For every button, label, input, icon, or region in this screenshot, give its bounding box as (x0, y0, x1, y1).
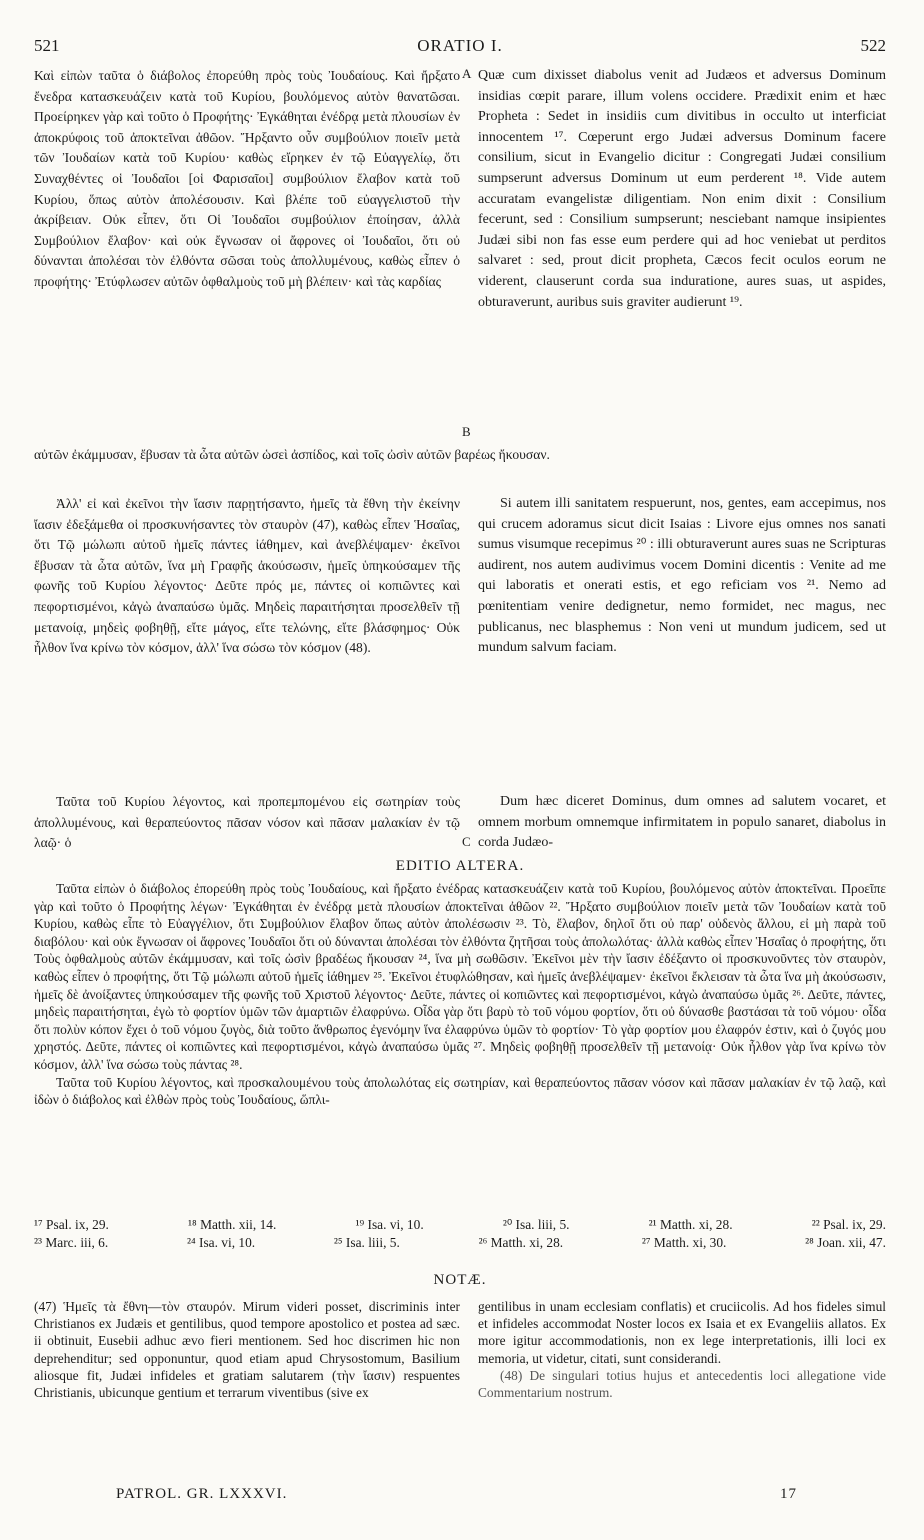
footnote: ²⁸ Joan. xii, 47. (805, 1235, 886, 1250)
latin-paragraph-3: Dum hæc diceret Dominus, dum omnes ad salutem vocaret, et omnem morbum omnemque infirmitatem in populo sanaret, diabolus in corda Judæo- (478, 794, 886, 851)
greek-paragraph-2: Ἀλλ' εἰ καὶ ἐκεῖνοι τὴν ἴασιν παρῃτήσαντο, ἡμεῖς τὰ ἔθνη τὴν ἐκείνην ἴασιν ἐδεξάμεθα οἱ προσκυνήσαντες τὸν σταυρὸν (47), καθὼς εἶπεν Ἡσαΐας, ὅτι Τῷ μώλωπι αὐτοῦ ἡμεῖς πάντες ἰάθημεν, καὶ ἀνεβλέψαμεν· ἐκεῖνοι ἔβυσαν τὰ ὦτα αὐτῶν, ἵνα μὴ Γραφῆς ἀκούσωσιν, ἡμεῖς ὑπηκούσαμεν τῆς φωνῆς τοῦ Κυρίου λέγοντος· Δεῦτε πρός με, πάντες οἱ κοπιῶντες καὶ πεφορτισμένοι, κἀγὼ ἀναπαύσω ὑμᾶς. Μηδεὶς παραιτήσηται προσελθεῖν τῇ μετανοίᾳ, μηδεὶς φοβηθῇ, εἴτε μάγος, εἴτε τελώνης, εἴτε βλάσφημος· Οὐκ ἦλθον ἵνα κρίνω τὸν κόσμον, ἀλλ' ἵνα σώσω τὸν κόσμον (48). (34, 496, 460, 656)
latin-column-bottom (478, 792, 886, 854)
greek-tail-line: αὐτῶν ἐκάμμυσαν, ἔβυσαν τὰ ὦτα αὐτῶν ὡσεὶ ἀσπίδος, καὶ τοῖς ὠσὶν αὐτῶν βαρέως ἤκουσαν. (34, 447, 550, 462)
margin-mark-a: A (462, 66, 472, 81)
edition-paragraph-2: Ταῦτα τοῦ Κυρίου λέγοντος, καὶ προσκαλουμένου τοὺς ἀπολωλότας εἰς σωτηρίαν, καὶ θεραπεύοντος πᾶσαν νόσον καὶ πᾶσαν μαλακίαν ἐν τῷ λαῷ, καὶ ἰδὼν ὁ διάβολος καὶ ἐλθὼν πρὸς τοὺς Ἰουδαίους, ὥπλι- (34, 1074, 886, 1108)
footnote: ²⁵ Isa. liii, 5. (333, 1235, 400, 1250)
notes-title: NOTÆ. (433, 1272, 487, 1288)
footnote: ²⁴ Isa. vi, 10. (186, 1235, 256, 1250)
footer-signature-number: 17 (780, 1486, 797, 1502)
footnote: ²¹ Matth. xi, 28. (648, 1217, 733, 1232)
footnote-row-2 (34, 1234, 886, 1252)
greek-column-bottom (34, 792, 460, 854)
margin-mark-c: C (462, 834, 471, 849)
footnote-row-1 (34, 1216, 886, 1234)
note-47: (47) Ἡμεῖς τὰ ἔθνη—τὸν σταυρόν. Mirum videri posset, discriminis inter Christianos ex Judæis et gentilibus, quod tempore apostolico et postea ad sæc. ii obtinuit, Eusebii adhuc ævo fieri mentionem. Sed hoc discrimen hic non deprehenditur; sed opponuntur, quod etiam apud Chrysostomum, Basilium aliosque fit, Judæi infideles et gratiam salutarem (τὴν ἴασιν) respuentes Christianis, ubicunque gentium et terrarum viventibus (sive ex (34, 1299, 460, 1401)
edition-paragraph-1: Ταῦτα εἰπὼν ὁ διάβολος ἐπορεύθη πρὸς τοὺς Ἰουδαίους, καὶ ἤρξατο ἐνέδρας κατασκευάζειν κατὰ τοῦ Κυρίου, βουλόμενος αὐτὸν ἀποκτεῖναι. Προεῖπε γὰρ καὶ τοῦτο ὁ Προφήτης λέγων· Ἐγκάθηται ἐν ἐνέδρᾳ μετὰ πλουσίων ἀποκτεῖναι ἀθῶον ²². Ἤρξατο συμβούλιον ποιεῖν μετὰ τῶν Ἰουδαίων κατὰ τοῦ Κυρίου, καθὼς εἶπε τὸ Εὐαγγέλιον, ὅτι Συμβούλιον ἔλαβον ὅπως αὐτὸν ἀπολέσωσιν ²³. Τὸ, ἔλαβον, δηλοῖ ὅτι οὐ παρ' οὐδενὸς ἄλλου, εἰ μὴ παρὰ τοῦ διαβόλου· καὶ οὐκ ἔγνωσαν οἱ ἄφρονες Ἰουδαῖοι ὅτι οὐ δύνανται ἀπολέσαι τὸν ἐλθόντα ζητῆσαι τοὺς ἀπολωλότας· ἀλλὰ καθὼς εἶπεν Ἡσαΐας ὁ προφήτης, ὅτι Τοὺς ὀφθαλμοὺς αὐτῶν ἐκάμμυσαν, καὶ τοῖς ὠσὶν βραδέως ἤκουσαν ²⁴, ἵνα μὴ σωθῶσιν. Ἐκεῖνοι μὲν τὴν ἴασιν ἐδέξαντο οἱ προσκυνοῦντες τὸν σταυρὸν, καθὼς εἶπεν ὁ προφήτης, ὅτι Τῷ μώλωπι αὐτοῦ ἡμεῖς ἰάθημεν ²⁵. Ἐκεῖνοι ἐτυφλώθησαν, καὶ ἡμεῖς ἀνεβλέψαμεν· ἐκεῖνοι ἔκλεισαν τὰ ὦτα ἵνα μὴ ἀκούσωσιν, ἡμεῖς δὲ ἀνοίξαντες ὑπηκούσαμεν τῆς φωνῆς τοῦ Χριστοῦ λέγοντος· Δεῦτε, πάντες οἱ κοπιῶντες καὶ πεφορτισμένοι, κἀγὼ ἀναπαύσω ὑμᾶς ²⁶. Δεῦτε, πάντες, μηδεὶς παραιτήσηται, ἐγὼ τὸ φορτίον ὑμῶν τῶν ἁμαρτιῶν ἐλαφρύνω. Οἶδα γὰρ ὅτι βαρὺ τὸ τοῦ νόμου φορτίον, ὅτι οὐ δύνασθε βαστάσαι τὰ τοῦ νόμου· οἶδα ὅτι πολὺν κόπον ἔχει ὁ τοῦ νόμου ζυγὸς, διὰ τοῦτο ἄνθρωπος ἐγενόμην ἵνα ἐλαφρύνω ὑμῶν τὸ φορτίον· Τὸ γὰρ φορτίον μου ἐλαφρόν ἐστιν, καὶ ὁ ζυγός μου χρηστός. Δεῦτε, πάντες οἱ κοπιῶντες καὶ πεφορτισμένοι, κἀγὼ ἀναπαύσω ὑμᾶς ²⁷. Μηδεὶς φοβηθῇ προσελθεῖν τῇ μετανοίᾳ· Οὐκ ἦλθον γὰρ ἵνα κρίνω τὸν κόσμον, ἀλλ' ἵνα σώσω τοὺς πάντας ²⁸. (34, 881, 886, 1072)
footnote: ¹⁸ Matth. xii, 14. (188, 1217, 277, 1232)
latin-column-top (478, 66, 886, 444)
greek-paragraph-1: Καὶ εἰπὼν ταῦτα ὁ διάβολος ἐπορεύθη πρὸς τοὺς Ἰουδαίους. Καὶ ἤρξατο ἔνεδρα κατασκευάζειν κατὰ τοῦ Κυρίου, βουλόμενος αὐτὸν θανατῶσαι. Προείρηκεν γὰρ καὶ τοῦτο ὁ Προφήτης· Ἐγκάθηται ἐνέδρᾳ μετὰ πλουσίων ἐν ἀποκρύφοις τοῦ ἀποκτεῖναι ἀθῶον. Ἤρξαντο οὖν συμβούλιον ποιεῖν μετὰ τῶν Ἰουδαίων κατὰ τοῦ Κυρίου· καθὼς εἴρηκεν ἐν τῷ Εὐαγγελίῳ, ὅτι Συναχθέντες οἱ Ἰουδαῖοι [οἱ Φαρισαῖοι] συμβούλιον ἔλαβον κατὰ τοῦ Κυρίου, ὅπως αὐτὸν ἀπολέσουσιν. Καὶ βλέπε τοῦ εὐαγγελιστοῦ τὴν ἀκρίβειαν. Οὐκ εἶπεν, ὅτι Οἱ Ἰουδαῖοι συμβούλιον ἐποίησαν, ἀλλὰ Συμβούλιον ἔλαβον· καὶ οὐκ ἔγνωσαν οἱ ἄφρονες οἱ Ἰουδαῖοι, ὅτι οὐ δύνανται ἀπολέσαι τὸν ἐλθόντα σῶσαι τοὺς ἀπολλυμένους, καθὼς εἶπεν ὁ προφήτης· Ἐτύφλωσεν αὐτῶν ὀφθαλμοὺς τοῦ μὴ βλέπειν· καὶ τὰς καρδίας (34, 68, 460, 289)
greek-column-top (34, 66, 460, 444)
footnote: ²⁰ Isa. liii, 5. (502, 1217, 570, 1232)
greek-column-middle (34, 494, 460, 784)
right-page-number: 522 (860, 36, 886, 55)
latin-column-middle (478, 494, 886, 750)
greek-paragraph-3: Ταῦτα τοῦ Κυρίου λέγοντος, καὶ προπεμπομένου εἰς σωτηρίαν τοὺς ἀπολλυμένους, καὶ θεραπεύοντος πᾶσαν νόσον καὶ πᾶσαν μαλακίαν ἐν τῷ λαῷ· ὁ (34, 794, 460, 851)
notes-right-column (478, 1298, 886, 1478)
footnote: ²³ Marc. iii, 6. (34, 1235, 109, 1250)
edition-title: EDITIO ALTERA. (395, 858, 525, 874)
footer-series-title: PATROL. GR. LXXXVI. (116, 1486, 288, 1502)
footnote: ²⁶ Matth. xi, 28. (478, 1235, 564, 1250)
footnote: ¹⁷ Psal. ix, 29. (34, 1217, 109, 1232)
footnote: ²⁷ Matth. xi, 30. (641, 1235, 727, 1250)
latin-paragraph-2: Si autem illi sanitatem respuerunt, nos, gentes, eam accepimus, nos qui crucem adoramus sicut dicit Isaias : Livore ejus omnes nos sanati sumus visumque recepimus ²⁰ : illi obturaverunt aures suas ne Scripturas audirent, nos autem audivimus vocem Domini dicentis : Venite ad me qui laboratis et onerati estis, et ego reficiam vos ²¹. Nemo ad pœnitentiam venire dedignetur, nemo formidet, nec magus, nec publicanus, nec blasphemus : Non veni ut mundum judicem, sed ut mundum salvum faciam. (478, 496, 886, 656)
edition-text (34, 880, 886, 1190)
note-47-continued: gentilibus in unam ecclesiam conflatis) et cruciicolis. Ad hos fideles simul et infideles accommodat Noster locos ex Isaia et ex Evangeliis allatos. Ex more igitur accommodationis, non ex lege interpretationis, illi loci ex memoria, ut videtur, citati, sunt considerandi. (478, 1299, 886, 1366)
latin-paragraph-1: Quæ cum dixisset diabolus venit ad Judæos et adversus Dominum insidias cœpit parare, illum volens occidere. Prædixit enim et hæc Propheta : Sedet in insidiis cum divitibus in occulto ut interficiat innocentem ¹⁷. Cœperunt ergo Judæi adversus Dominum facere consilium, sicut in Evangelio dicitur : Congregati Judæi consilium sumpserunt adversus Dominum ut eum perderent ¹⁸. Vide autem accuratam evangelistæ diligentiam. Non enim dixit : Consilium fecerunt, sed : Consilium sumpserunt; nesciebant namque insipientes Judæi sibi non fas esse eum perdere qui ad hoc veniebat ut perditos salvaret : sed, prout dicit propheta, Cæcos fecit oculos eorum ne viderent, clauserunt corda sua induratione, aures suas, ut aspides, obturaverunt, auribus suis graviter audierunt ¹⁹. (478, 68, 886, 310)
left-page-number: 521 (34, 36, 60, 55)
note-48: (48) De singulari totius hujus et antecedentis loci allegatione vide Commentarium nostrum. (478, 1367, 886, 1401)
running-header (34, 36, 886, 58)
footnote: ²² Psal. ix, 29. (811, 1217, 886, 1232)
notes-left-column (34, 1298, 460, 1478)
footnotes (34, 1216, 886, 1252)
margin-mark-b: B (462, 424, 471, 439)
page-title: ORATIO I. (417, 36, 503, 55)
footnote: ¹⁹ Isa. vi, 10. (355, 1217, 424, 1232)
